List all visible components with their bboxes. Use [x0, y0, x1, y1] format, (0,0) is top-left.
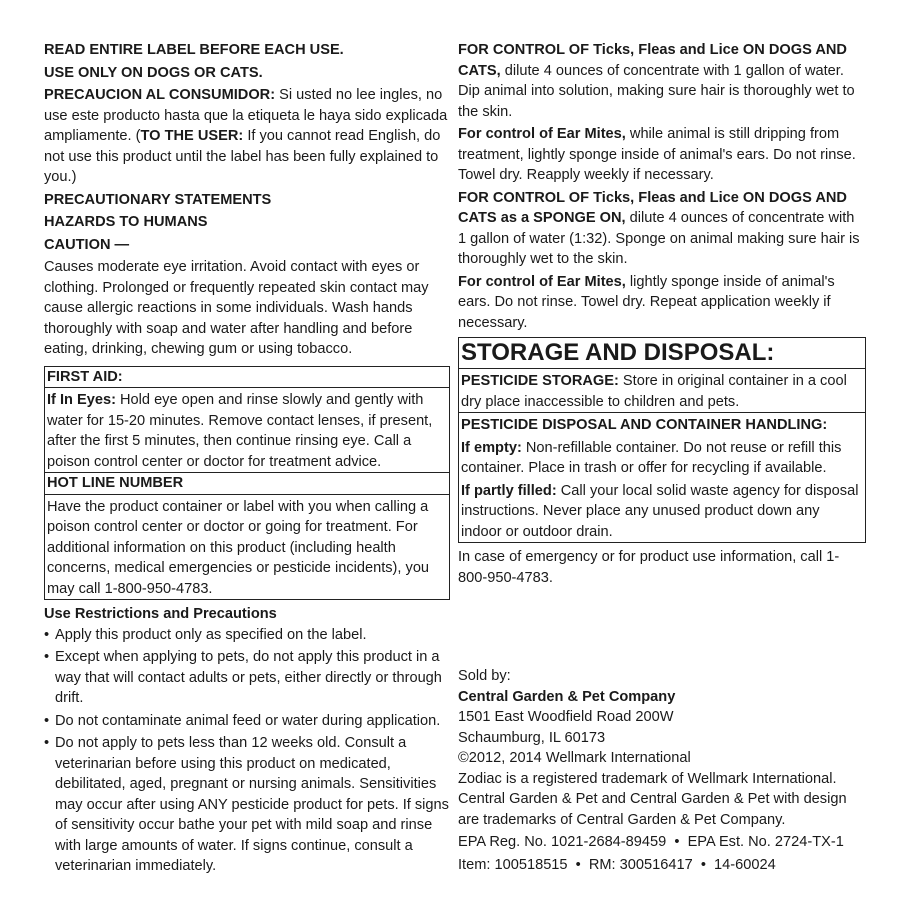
dip-text: dilute 4 ounces of concentrate with 1 gallon of water. Dip animal into solution, making sure hair is thoroughly wet to the skin. [458, 62, 855, 120]
address-line-2: Schaumburg, IL 60173 [458, 729, 606, 746]
storage-body [459, 371, 865, 412]
hazards-heading: HAZARDS TO HUMANS [44, 214, 208, 230]
disposal-heading: PESTICIDE DISPOSAL AND CONTAINER HANDLING: [461, 417, 828, 433]
list-item-text: Apply this product only as specified on the label. [55, 626, 367, 643]
left-column [44, 40, 450, 877]
storage-title: STORAGE AND DISPOSAL: [459, 338, 865, 369]
company-block [458, 666, 866, 875]
list-item-text: Do not apply to pets less than 12 weeks old. Consult a veterinarian before using this product on medicated, debilitated, aged, pregnant or nursing animals. Sensitivities may occur after using ANY pesticide product for pets. If signs of sensitivity occur bathe your pet with mild soap and rinse with large amounts of water. If signs continue, consult a veterinarian immediately. [55, 735, 449, 874]
hotline-body [45, 497, 449, 600]
bullet: • [44, 735, 50, 751]
partly-filled-paragraph [461, 481, 863, 543]
read-label-heading: READ ENTIRE LABEL BEFORE EACH USE. [44, 42, 344, 58]
storage-box [458, 337, 866, 543]
ear-mites-sponge-paragraph [458, 272, 866, 334]
if-empty-paragraph [461, 438, 863, 479]
first-aid-title: FIRST AID: [45, 367, 449, 389]
emergency-text: In case of emergency or for product use information, call 1-800-950-4783. [458, 549, 840, 586]
bullet: • [44, 649, 50, 665]
company-name: Central Garden & Pet Company [458, 688, 676, 705]
pesticide-storage-text: Store in original container in a cool dry place inaccessible to children and pets. [461, 373, 847, 410]
list-item-text: Do not contaminate animal feed or water during application. [55, 712, 441, 729]
item-line: Item: 100518515 • RM: 300516417 • 14-60024 [458, 856, 776, 873]
trademark-line-1: Zodiac is a registered trademark of Wellmark International. [458, 770, 837, 787]
list-item [44, 733, 450, 877]
ear-mites-sponge-heading: For control of Ear Mites, [458, 273, 626, 290]
to-user-heading: TO THE USER: [140, 128, 244, 144]
address-line-1: 1501 East Woodfield Road 200W [458, 709, 674, 725]
to-user-text: If you cannot read English, do not use this product until the label has been fully explained to you.) [44, 128, 441, 185]
disposal-section [459, 412, 865, 542]
first-aid-body [45, 390, 449, 472]
sponge-text: dilute 4 ounces of concentrate with 1 gallon of water (1:32). Sponge on animal making sure hair is thoroughly wet to the skin. [458, 210, 860, 267]
right-column [458, 40, 866, 873]
sold-by-label: Sold by: [458, 668, 511, 684]
ear-mites-sponge-text: lightly sponge inside of animal's ears. Do not rinse. Towel dry. Repeat application weekly if necessary. [458, 273, 835, 331]
copyright-line: ©2012, 2014 Wellmark International [458, 750, 691, 766]
pesticide-storage-paragraph [461, 371, 863, 412]
eyes-paragraph [47, 390, 447, 472]
sponge-heading: FOR CONTROL OF Ticks, Fleas and Lice ON DOGS AND CATS as a SPONGE ON, [458, 189, 847, 226]
dip-paragraph [458, 40, 866, 122]
partly-filled-text: Call your local solid waste agency for disposal instructions. Never place any unused product down any indoor or outdoor drain. [461, 482, 859, 540]
restrictions-heading: Use Restrictions and Precautions [44, 606, 277, 622]
precaucion-paragraph [44, 85, 450, 188]
list-item-text: Except when applying to pets, do not apply this product in a way that will contact adults or pets, either directly or through drift. [55, 649, 442, 706]
eyes-heading: If In Eyes: [47, 392, 116, 408]
partly-filled-heading: If partly filled: [461, 482, 557, 499]
caution-heading: CAUTION — [44, 236, 130, 253]
pesticide-storage-heading: PESTICIDE STORAGE: [461, 373, 619, 389]
bullet: • [44, 626, 50, 643]
dip-heading: FOR CONTROL OF Ticks, Fleas and Lice ON DOGS AND CATS, [458, 42, 847, 79]
epa-line: EPA Reg. No. 1021-2684-89459 • EPA Est. No. 2724-TX-1 [458, 834, 844, 850]
if-empty-text: Non-refillable container. Do not reuse or refill this container. Place in trash or offer for recycling if available. [461, 439, 842, 476]
bullet: • [44, 712, 50, 729]
restrictions-list [44, 625, 450, 877]
ear-mites-paragraph [458, 124, 866, 186]
precaucion-text: Si usted no lee ingles, no use este producto hasta que la etiqueta le haya sido explicada ampliamente. ( [44, 87, 448, 144]
list-item [44, 711, 450, 732]
hotline-title: HOT LINE NUMBER [45, 472, 449, 495]
hotline-text: Have the product container or label with you when calling a poison control center or doctor or going for treatment. For additional information on this product (including health concerns, medical emergencies or pesticide incidents), you may call 1-800-950-4783. [47, 498, 430, 597]
ear-mites-heading: For control of Ear Mites, [458, 126, 626, 142]
caution-text: Causes moderate eye irritation. Avoid contact with eyes or clothing. Prolonged or frequently repeated skin contact may cause allergic reactions in some individuals. Wash hands thoroughly with soap and water after handling and before eating, drinking, chewing gum or using tobacco. [44, 259, 429, 357]
trademark-line-2: Central Garden & Pet and Central Garden & Pet with design are trademarks of Central Garden & Pet Company. [458, 791, 847, 828]
ear-mites-text: while animal is still dripping from treatment, lightly sponge inside of animal's ears. Do not rinse. Towel dry. Reapply weekly if necessary. [458, 126, 856, 183]
eyes-text: Hold eye open and rinse slowly and gently with water for 15-20 minutes. Remove contact lenses, if present, after the first 5 minutes, then continue rinsing eye. Call a poison control center or doctor for treatment advice. [47, 392, 433, 470]
if-empty-heading: If empty: [461, 439, 522, 456]
sponge-paragraph [458, 188, 866, 270]
precautionary-heading: PRECAUTIONARY STATEMENTS [44, 191, 272, 208]
precaucion-heading: PRECAUCION AL CONSUMIDOR: [44, 87, 276, 103]
use-only-heading: USE ONLY ON DOGS OR CATS. [44, 64, 263, 81]
first-aid-box [44, 366, 450, 601]
list-item [44, 625, 450, 646]
list-item [44, 647, 450, 709]
